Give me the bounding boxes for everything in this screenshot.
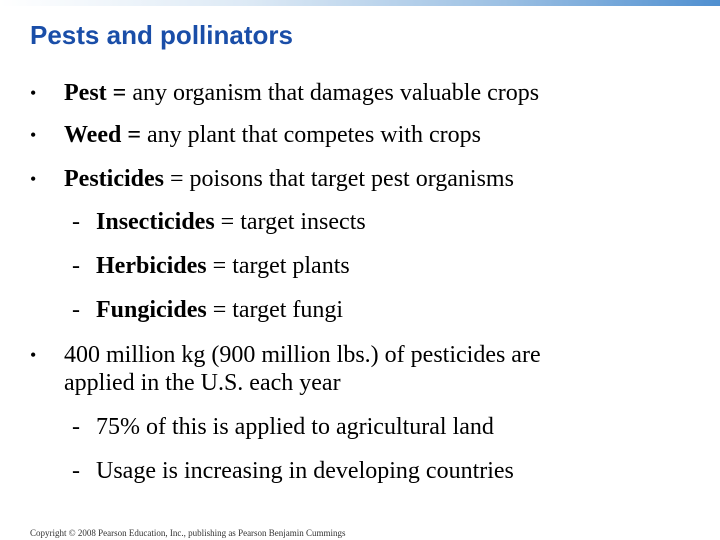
bullet-term: Weed = <box>64 122 142 148</box>
subbullet-definition: = target plants <box>206 253 350 279</box>
dash-icon: - <box>72 414 80 440</box>
bullet-icon: • <box>30 169 37 189</box>
copyright-footer: Copyright © 2008 Pearson Education, Inc., publishing as Pearson Benjamin Cummings <box>30 528 346 538</box>
subbullet-definition: = target insects <box>214 209 366 235</box>
dash-icon: - <box>72 458 80 484</box>
dash-icon: - <box>72 253 80 279</box>
top-gradient-bar <box>0 0 720 6</box>
bullet-usage-line2: applied in the U.S. each year <box>64 370 341 396</box>
subbullet-text: 75% of this is applied to agricultural land <box>96 414 494 440</box>
dash-icon: - <box>72 297 80 323</box>
bullet-definition: any organism that damages valuable crops <box>126 80 540 106</box>
bullet-definition: any plant that competes with crops <box>141 122 481 148</box>
bullet-term: Pesticides <box>64 166 164 192</box>
bullet-definition: = poisons that target pest organisms <box>163 166 514 192</box>
dash-icon: - <box>72 209 80 235</box>
bullet-usage-line1: 400 million kg (900 million lbs.) of pesticides are <box>64 342 541 368</box>
bullet-icon: • <box>30 83 37 103</box>
subbullet-term: Insecticides <box>96 209 215 235</box>
bullet-term: Pest = <box>64 80 127 106</box>
subbullet-text: Usage is increasing in developing countries <box>96 458 514 484</box>
bullet-icon: • <box>30 125 37 145</box>
subbullet-term: Fungicides <box>96 297 207 323</box>
slide-title: Pests and pollinators <box>30 20 293 50</box>
subbullet-term: Herbicides <box>96 253 207 279</box>
subbullet-definition: = target fungi <box>206 297 344 323</box>
bullet-icon: • <box>30 345 37 365</box>
